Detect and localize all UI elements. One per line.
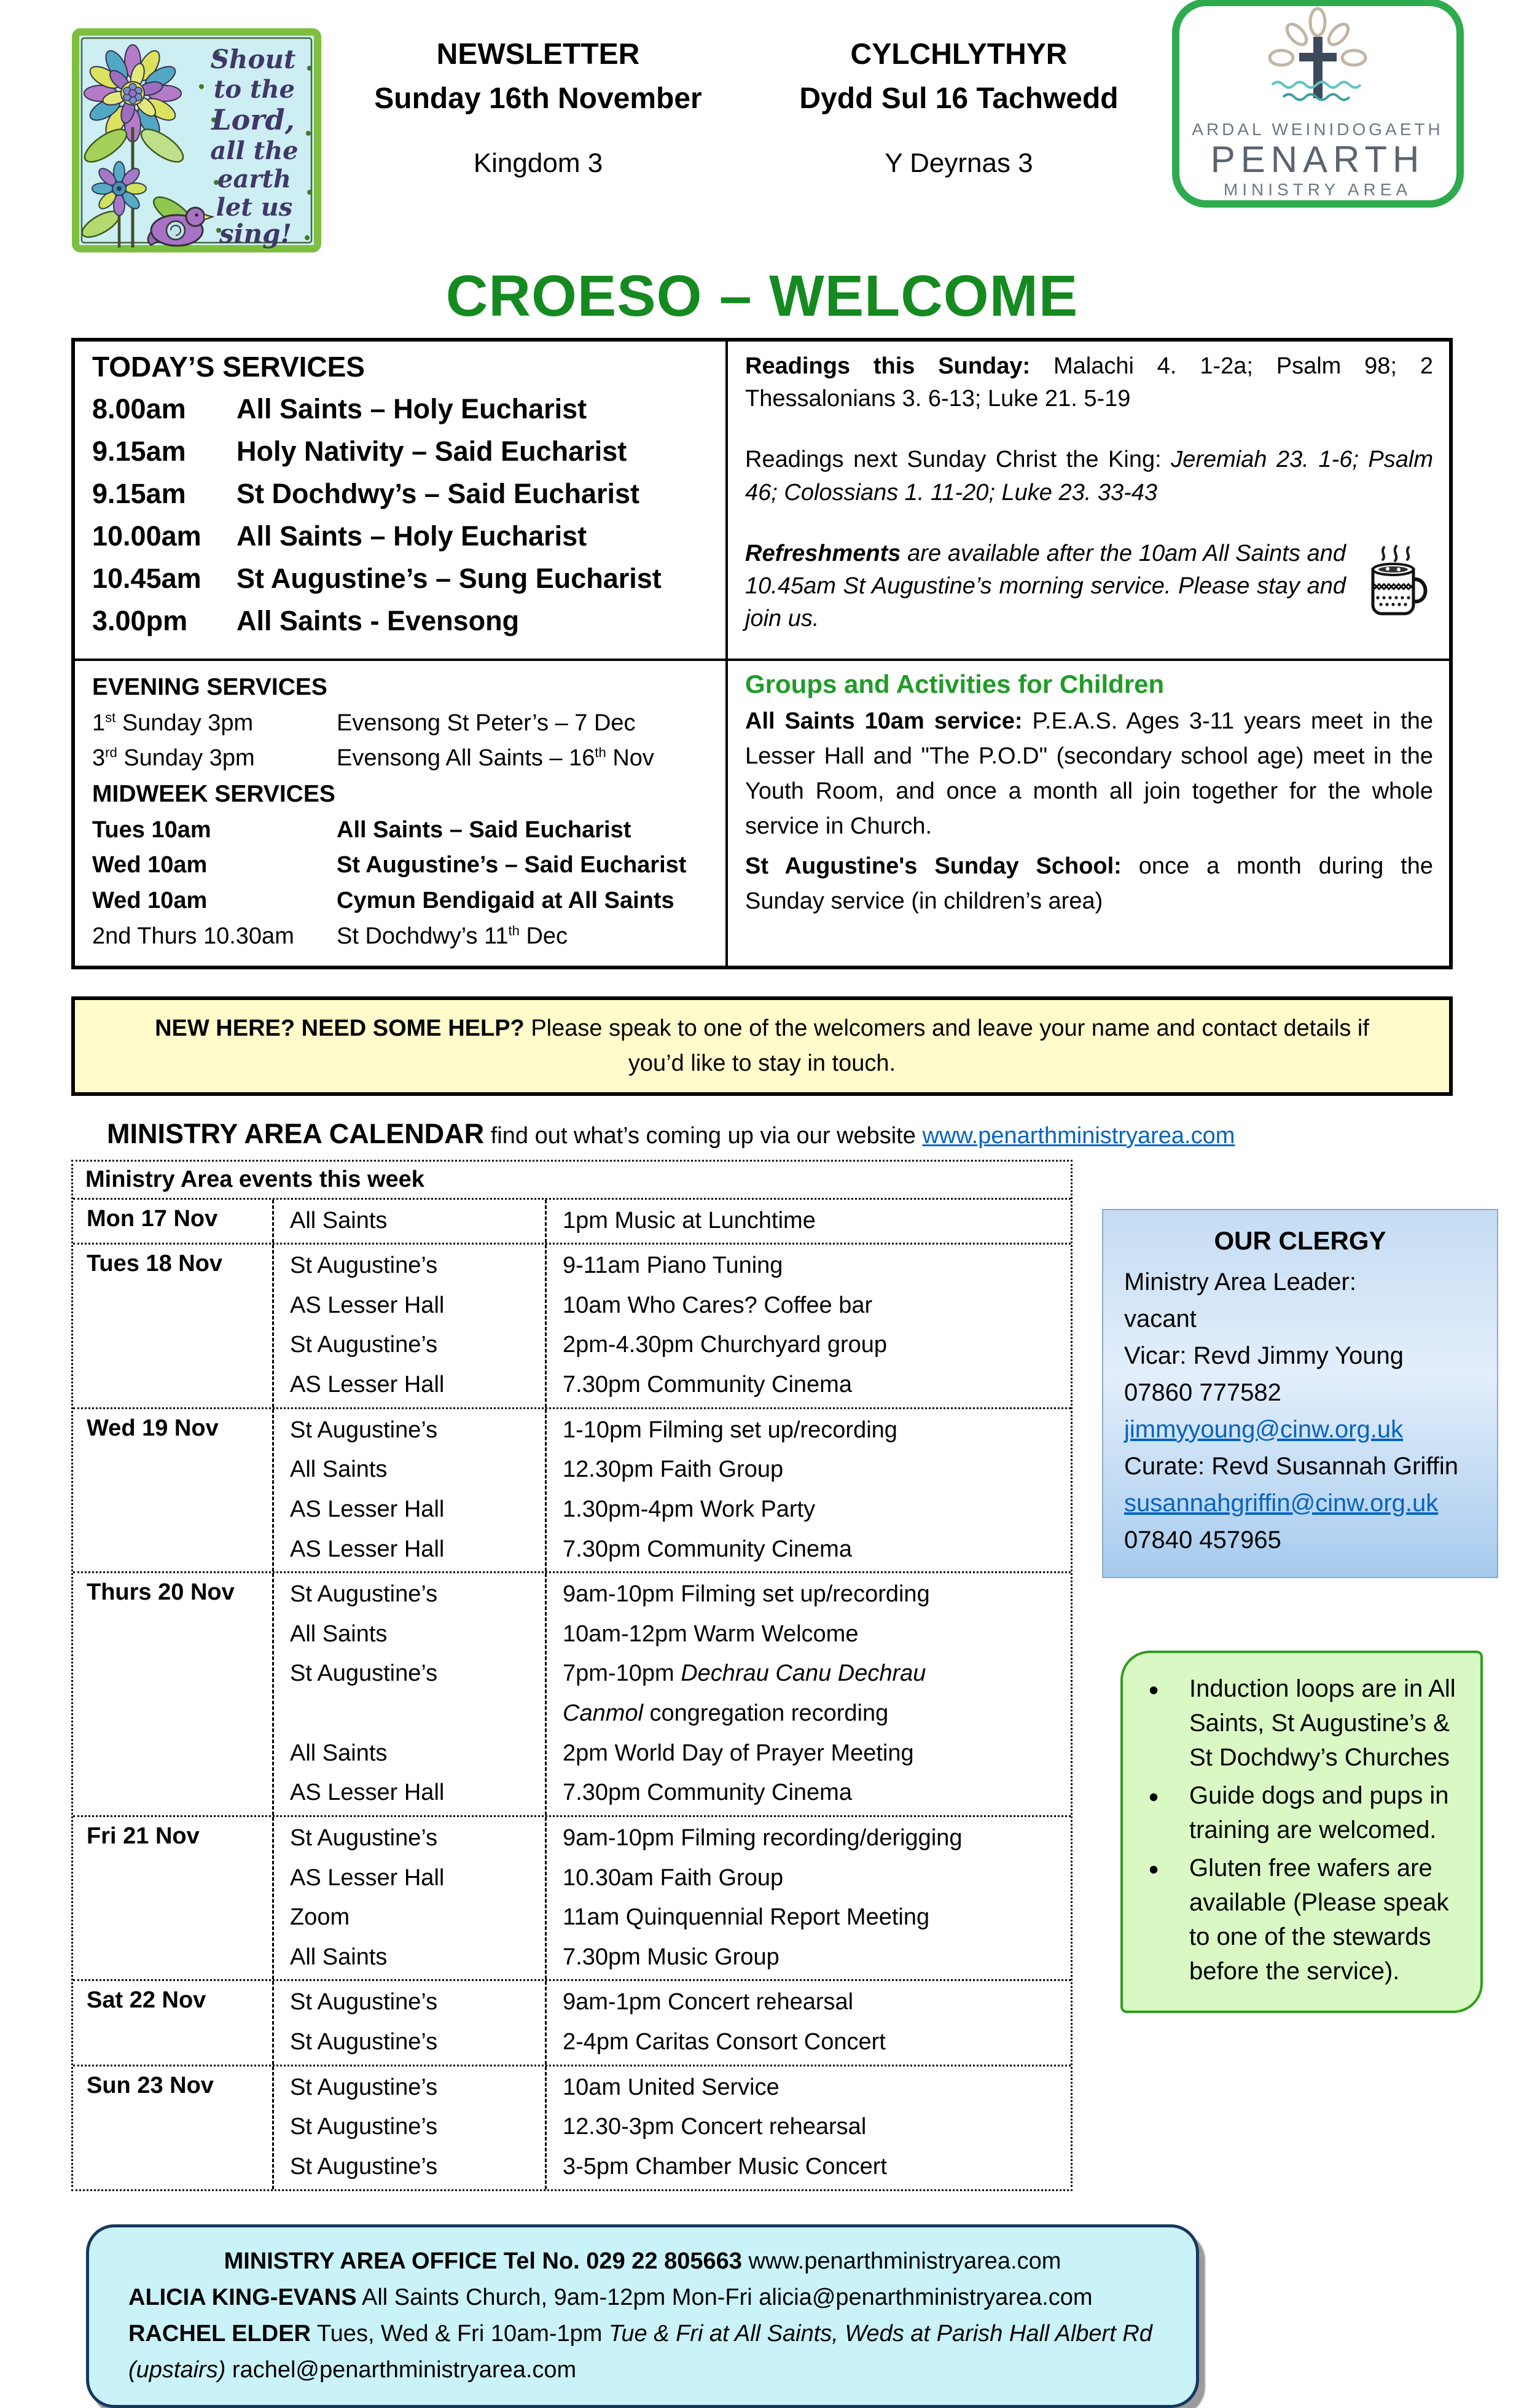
event-description: 9am-1pm Concert rehearsal bbox=[563, 1989, 854, 2015]
service-item bbox=[92, 520, 709, 552]
event-location: St Augustine’s bbox=[290, 1253, 438, 1279]
service-item bbox=[92, 563, 709, 595]
event-location: St Augustine’s bbox=[290, 2074, 438, 2100]
schedule-desc: All Saints – Said Eucharist bbox=[337, 816, 631, 843]
event-location: St Augustine’s bbox=[290, 2114, 438, 2140]
schedule-label: 2nd Thurs 10.30am bbox=[92, 923, 294, 949]
service-desc: St Dochdwy’s – Said Eucharist bbox=[236, 478, 640, 509]
service-item bbox=[92, 436, 709, 467]
service-schedule-row bbox=[92, 848, 709, 883]
clergy-line: Curate: Revd Susannah Griffin bbox=[1124, 1452, 1459, 1480]
schedule-desc: St Dochdwy’s 11th Dec bbox=[337, 923, 568, 949]
events-table bbox=[71, 1160, 1073, 2191]
evening-services-list bbox=[92, 706, 709, 777]
event-location: AS Lesser Hall bbox=[290, 1372, 445, 1398]
services-box bbox=[71, 338, 1453, 969]
office-line: MINISTRY AREA OFFICE Tel No. 029 22 805663 www.penarthministryarea.com bbox=[224, 2248, 1061, 2274]
service-time: 10.45am bbox=[92, 563, 201, 594]
other-services-cell bbox=[75, 659, 725, 966]
service-desc: Holy Nativity – Said Eucharist bbox=[236, 436, 627, 467]
link[interactable]: jimmyyoung@cinw.org.uk bbox=[1124, 1415, 1404, 1443]
newsletter-edition: Kingdom 3 bbox=[473, 148, 603, 179]
event-location bbox=[290, 1698, 540, 1729]
calendar-events bbox=[547, 1981, 1071, 2064]
penarth-ministry-area-logo bbox=[1172, 0, 1464, 208]
event-description: 7.30pm Community Cinema bbox=[563, 1780, 852, 1806]
svg-text:Shout: Shout bbox=[210, 44, 296, 74]
link[interactable]: www.penarthministryarea.com bbox=[922, 1122, 1235, 1149]
svg-text:earth: earth bbox=[217, 165, 291, 194]
clergy-line: 07840 457965 bbox=[1124, 1526, 1281, 1554]
event-description: 11am Quinquennial Report Meeting bbox=[563, 1904, 930, 1931]
service-time: 8.00am bbox=[92, 393, 186, 424]
midweek-services-list bbox=[92, 813, 709, 955]
calendar-events bbox=[547, 1200, 1071, 1243]
svg-text:Lord,: Lord, bbox=[211, 103, 295, 136]
schedule-label: Wed 10am bbox=[92, 888, 208, 913]
event-location: St Augustine’s bbox=[290, 1581, 438, 1608]
todays-services-title: TODAY’S SERVICES bbox=[92, 351, 365, 383]
clergy-line bbox=[1124, 1485, 1476, 1522]
event-description: 2-4pm Caritas Consort Concert bbox=[563, 2029, 886, 2055]
event-location: All Saints bbox=[290, 1740, 388, 1766]
event-location: All Saints bbox=[290, 1944, 388, 1970]
event-description: 2pm-4.30pm Churchyard group bbox=[563, 1332, 888, 1358]
shout-to-the-lord-artwork bbox=[71, 28, 322, 253]
event-location: AS Lesser Hall bbox=[290, 1864, 445, 1891]
event-description: 2pm World Day of Prayer Meeting bbox=[563, 1740, 914, 1766]
svg-text:to the: to the bbox=[213, 75, 295, 104]
service-desc: All Saints - Evensong bbox=[236, 605, 520, 636]
children-activities-staugustines: St Augustine's Sunday School: once a month during the Sunday service (in children’s area) bbox=[745, 853, 1433, 914]
event-description: 1pm Music at Lunchtime bbox=[563, 1207, 816, 1233]
right-column bbox=[1073, 1160, 1498, 2013]
header bbox=[71, 0, 1453, 301]
new-here-note: NEW HERE? NEED SOME HELP? Please speak to one of the welcomers and leave your name and contact details if you’d like to stay in touch. bbox=[71, 996, 1453, 1096]
event-description: 12.30-3pm Concert rehearsal bbox=[563, 2114, 867, 2140]
service-item bbox=[92, 478, 709, 510]
children-activities-title: Groups and Activities for Children bbox=[745, 670, 1165, 698]
service-schedule-row bbox=[92, 813, 709, 848]
events-table-title: Ministry Area events this week bbox=[73, 1162, 1071, 1200]
calendar-date: Sun 23 Nov bbox=[73, 2066, 274, 2189]
calendar-events bbox=[547, 2066, 1071, 2189]
service-desc: All Saints – Holy Eucharist bbox=[236, 393, 587, 424]
calendar-row bbox=[73, 1409, 1071, 1574]
calendar-date: Fri 21 Nov bbox=[73, 1817, 274, 1980]
event-description: 10am Who Cares? Coffee bar bbox=[563, 1292, 873, 1318]
service-desc: St Augustine’s – Sung Eucharist bbox=[236, 563, 662, 594]
event-description: 1.30pm-4pm Work Party bbox=[563, 1496, 816, 1522]
event-description: 1-10pm Filming set up/recording bbox=[563, 1417, 897, 1443]
schedule-desc: Evensong St Peter’s – 7 Dec bbox=[337, 710, 636, 736]
schedule-label: Tues 10am bbox=[92, 816, 211, 843]
our-clergy-title: OUR CLERGY bbox=[1214, 1226, 1386, 1255]
children-activities-cell bbox=[725, 659, 1449, 966]
children-activities-allsaints: All Saints 10am service: P.E.A.S. Ages 3-11 years meet in the Lesser Hall and "The P.O.D" (secondary school age) meet in the Youth Room, and once a month all join together for the whole service in Church. bbox=[745, 708, 1433, 839]
event-location: AS Lesser Hall bbox=[290, 1496, 445, 1522]
calendar-date: Thurs 20 Nov bbox=[73, 1573, 274, 1815]
schedule-desc: St Augustine’s – Said Eucharist bbox=[337, 852, 687, 878]
calendar-date: Wed 19 Nov bbox=[73, 1409, 274, 1572]
event-location: St Augustine’s bbox=[290, 1332, 438, 1358]
event-location: Zoom bbox=[290, 1904, 350, 1931]
calendar-heading: MINISTRY AREA CALENDAR find out what’s coming up via our website www.penarthministryarea.com bbox=[107, 1117, 1235, 1149]
newsletter-title: NEWSLETTER bbox=[436, 38, 640, 71]
service-time: 9.15am bbox=[92, 436, 186, 467]
service-item bbox=[92, 605, 709, 637]
event-description: 7.30pm Music Group bbox=[563, 1944, 780, 1970]
event-description: 7.30pm Community Cinema bbox=[563, 1536, 852, 1562]
service-schedule-row bbox=[92, 919, 709, 955]
clergy-line bbox=[1124, 1411, 1476, 1448]
event-location: All Saints bbox=[290, 1456, 388, 1483]
link[interactable]: susannahgriffin@cinw.org.uk bbox=[1124, 1489, 1439, 1517]
event-description: 12.30pm Faith Group bbox=[563, 1456, 784, 1483]
header-welsh bbox=[747, 37, 1171, 179]
newsletter-date: Sunday 16th November bbox=[374, 82, 702, 115]
calendar-locations bbox=[274, 1573, 547, 1815]
service-item bbox=[92, 393, 709, 425]
evening-services-title: EVENING SERVICES bbox=[92, 674, 327, 700]
event-location: All Saints bbox=[290, 1207, 388, 1233]
notice-item: • Induction loops are in All Saints, St Augustine’s & St Dochdwy’s Churches bbox=[1123, 1671, 1466, 1775]
notices-list bbox=[1123, 1671, 1466, 1988]
calendar-locations bbox=[274, 1200, 547, 1243]
welcome-heading: CROESO – WELCOME bbox=[445, 264, 1079, 329]
notice-item: • Guide dogs and pups in training are welcomed. bbox=[1123, 1778, 1466, 1847]
service-schedule-row bbox=[92, 883, 709, 919]
calendar-row bbox=[73, 1817, 1071, 1982]
svg-text:PENARTH: PENARTH bbox=[1210, 139, 1425, 180]
coffee-cup-icon bbox=[1361, 541, 1433, 626]
clergy-line: Vicar: Revd Jimmy Young bbox=[1124, 1342, 1404, 1369]
readings-next-sunday: Readings next Sunday Christ the King: Jeremiah 23. 1-6; Psalm 46; Colossians 1. 11-20; Luke 23. 33-43 bbox=[745, 447, 1434, 506]
event-location: AS Lesser Hall bbox=[290, 1292, 445, 1318]
event-location: AS Lesser Hall bbox=[290, 1536, 445, 1562]
event-description: 9am-10pm Filming recording/derigging bbox=[563, 1824, 963, 1851]
calendar-events bbox=[547, 1573, 1071, 1815]
ministry-area-office-box bbox=[86, 2224, 1199, 2408]
calendar-row bbox=[73, 1573, 1071, 1817]
service-time: 9.15am bbox=[92, 478, 186, 509]
event-location: St Augustine’s bbox=[290, 1660, 438, 1687]
calendar-locations bbox=[274, 1409, 547, 1572]
calendar-events bbox=[547, 1817, 1071, 1980]
event-description: 9am-10pm Filming set up/recording bbox=[563, 1581, 930, 1608]
event-location: St Augustine’s bbox=[290, 1824, 438, 1851]
event-location: St Augustine’s bbox=[290, 2029, 438, 2055]
calendar-date: Mon 17 Nov bbox=[73, 1200, 274, 1243]
calendar-date: Sat 22 Nov bbox=[73, 1981, 274, 2064]
schedule-label: 3rd Sunday 3pm bbox=[92, 745, 255, 772]
cylchlythyr-title: CYLCHLYTHYR bbox=[850, 38, 1068, 71]
office-line: RACHEL ELDER Tues, Wed & Fri 10am-1pm Tue & Fri at All Saints, Weds at Parish Hall Albert Rd (upstairs) rachel@penarthministryarea.com bbox=[128, 2321, 1152, 2383]
calendar-events bbox=[547, 1409, 1071, 1572]
calendar-row bbox=[73, 1200, 1071, 1245]
event-description: 10am-12pm Warm Welcome bbox=[563, 1620, 859, 1647]
event-location: AS Lesser Hall bbox=[290, 1780, 445, 1806]
calendar-events bbox=[547, 1245, 1071, 1407]
service-desc: All Saints – Holy Eucharist bbox=[236, 520, 587, 552]
clergy-line: Ministry Area Leader: bbox=[1124, 1268, 1356, 1296]
cylchlythyr-date: Dydd Sul 16 Tachwedd bbox=[799, 82, 1119, 115]
refreshments-note: Refreshments are available after the 10am All Saints and 10.45am St Augustine’s morning service. Please stay and join us. bbox=[745, 538, 1433, 636]
schedule-desc: Cymun Bendigaid at All Saints bbox=[337, 888, 674, 913]
schedule-label: 1st Sunday 3pm bbox=[92, 709, 254, 736]
event-description: 7pm-10pm Dechrau Canu Dechrau bbox=[563, 1660, 926, 1687]
event-description: 10am United Service bbox=[563, 2074, 780, 2100]
todays-services-list bbox=[92, 393, 709, 637]
event-description: 9-11am Piano Tuning bbox=[563, 1253, 783, 1279]
svg-text:all the: all the bbox=[210, 136, 299, 165]
event-location: St Augustine’s bbox=[290, 2153, 438, 2179]
svg-text:let us: let us bbox=[216, 193, 293, 222]
office-line: ALICIA KING-EVANS All Saints Church, 9am-12pm Mon-Fri alicia@penarthministryarea.com bbox=[128, 2284, 1093, 2310]
clergy-line: vacant bbox=[1124, 1305, 1197, 1332]
calendar-row bbox=[73, 1245, 1071, 1409]
calendar-locations bbox=[274, 1981, 547, 2064]
event-location: St Augustine’s bbox=[290, 1417, 438, 1443]
calendar-row bbox=[73, 2066, 1071, 2189]
cylchlythyr-edition: Y Deyrnas 3 bbox=[885, 148, 1033, 179]
schedule-desc: Evensong All Saints – 16th Nov bbox=[337, 745, 654, 772]
header-english bbox=[335, 37, 741, 179]
our-clergy-box bbox=[1102, 1209, 1498, 1578]
calendar-date: Tues 18 Nov bbox=[73, 1245, 274, 1407]
svg-text:ARDAL WEINIDOGAETH: ARDAL WEINIDOGAETH bbox=[1192, 120, 1444, 139]
svg-text:MINISTRY AREA: MINISTRY AREA bbox=[1223, 180, 1412, 199]
calendar-locations bbox=[274, 1245, 547, 1407]
service-schedule-row bbox=[92, 706, 709, 741]
todays-services-cell bbox=[75, 342, 725, 659]
event-description: 3-5pm Chamber Music Concert bbox=[563, 2153, 887, 2179]
midweek-services-title: MIDWEEK SERVICES bbox=[92, 781, 335, 807]
calendar-row bbox=[73, 1981, 1071, 2066]
readings-this-sunday: Readings this Sunday: Malachi 4. 1-2a; Psalm 98; 2 Thessalonians 3. 6-13; Luke 21. 5-19 bbox=[745, 353, 1433, 412]
calendar-locations bbox=[274, 2066, 547, 2189]
service-time: 3.00pm bbox=[92, 605, 188, 636]
calendar-locations bbox=[274, 1817, 547, 1980]
small-flower-icon bbox=[92, 162, 146, 216]
notice-item: • Gluten free wafers are available (Please speak to one of the stewards before the service). bbox=[1123, 1851, 1466, 1988]
notices-box bbox=[1120, 1651, 1483, 2013]
event-description: 7.30pm Community Cinema bbox=[563, 1372, 852, 1398]
service-schedule-row bbox=[92, 741, 709, 776]
event-description: Canmol congregation recording bbox=[563, 1700, 889, 1726]
readings-cell bbox=[725, 342, 1449, 659]
event-location: All Saints bbox=[290, 1620, 388, 1647]
svg-text:sing!: sing! bbox=[219, 219, 292, 249]
service-time: 10.00am bbox=[92, 520, 201, 552]
schedule-label: Wed 10am bbox=[92, 852, 208, 878]
clergy-line: 07860 777582 bbox=[1124, 1378, 1281, 1406]
event-location: St Augustine’s bbox=[290, 1989, 438, 2015]
event-description: 10.30am Faith Group bbox=[563, 1864, 784, 1891]
